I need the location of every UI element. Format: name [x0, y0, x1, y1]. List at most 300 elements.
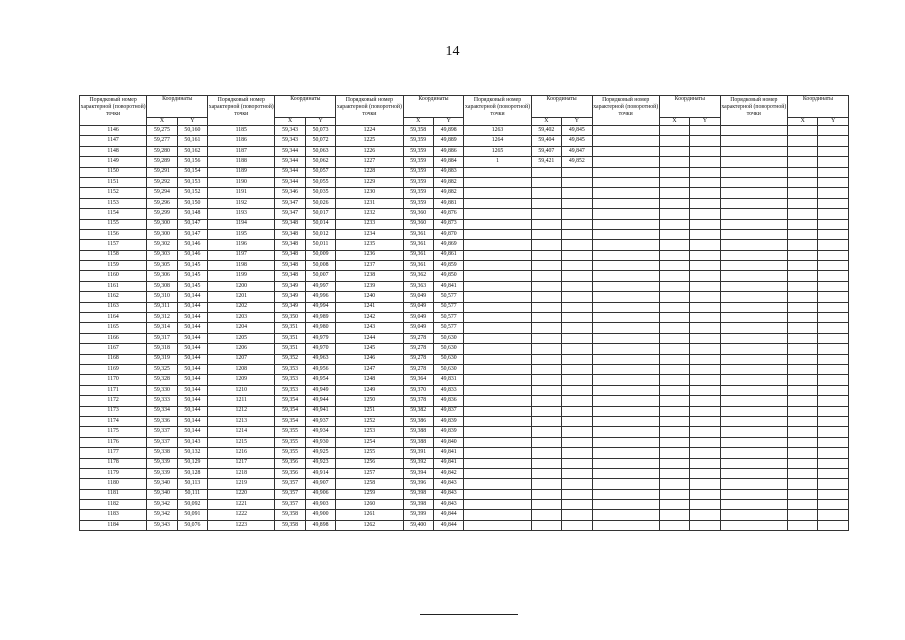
x-cell: [659, 416, 689, 426]
y-cell: [690, 437, 720, 447]
point-number-cell: [464, 333, 531, 343]
table-row: [80, 250, 849, 260]
point-number-cell: 1254: [336, 437, 403, 447]
coordinates-header: Координаты: [531, 96, 592, 118]
x-cell: 59,382: [403, 406, 433, 416]
point-number-cell: 1214: [208, 427, 275, 437]
x-cell: 59,344: [275, 157, 305, 167]
y-cell: [818, 157, 849, 167]
x-cell: 59,292: [147, 177, 177, 187]
point-number-cell: 1230: [336, 188, 403, 198]
x-cell: 59,388: [403, 437, 433, 447]
y-cell: 50,144: [177, 396, 207, 406]
y-cell: [562, 323, 592, 333]
y-cell: 49,852: [562, 157, 592, 167]
y-cell: [562, 219, 592, 229]
y-cell: 50,144: [177, 354, 207, 364]
point-number-cell: [592, 261, 659, 271]
point-number-cell: [592, 313, 659, 323]
point-number-cell: 1203: [208, 313, 275, 323]
x-cell: [659, 458, 689, 468]
point-number-cell: [592, 385, 659, 395]
y-cell: [690, 416, 720, 426]
y-cell: [690, 385, 720, 395]
y-cell: 50,144: [177, 292, 207, 302]
y-cell: [818, 385, 849, 395]
coordinates-table: [79, 95, 849, 531]
x-cell: 59,334: [147, 406, 177, 416]
y-cell: 49,907: [305, 479, 335, 489]
point-number-cell: 1151: [80, 177, 147, 187]
x-cell: [659, 229, 689, 239]
x-cell: 59,400: [403, 520, 433, 530]
point-number-cell: [592, 510, 659, 520]
point-number-cell: 1227: [336, 157, 403, 167]
y-cell: [690, 510, 720, 520]
y-cell: 50,113: [177, 479, 207, 489]
y-cell: 49,923: [305, 458, 335, 468]
point-number-cell: [720, 344, 787, 354]
point-number-cell: 1163: [80, 302, 147, 312]
x-cell: [787, 198, 817, 208]
point-number-cell: [464, 500, 531, 510]
table-row: [80, 126, 849, 136]
point-number-cell: 1255: [336, 448, 403, 458]
y-cell: [818, 198, 849, 208]
y-cell: [690, 520, 720, 530]
x-cell: 59,351: [275, 323, 305, 333]
table-row: [80, 427, 849, 437]
header-row-main: [80, 96, 849, 118]
point-number-cell: [592, 520, 659, 530]
y-cell: 49,979: [305, 333, 335, 343]
y-cell: [562, 500, 592, 510]
x-cell: 59,358: [275, 520, 305, 530]
point-number-cell: 1189: [208, 167, 275, 177]
x-cell: 59,407: [531, 146, 561, 156]
point-number-cell: 1236: [336, 250, 403, 260]
point-number-cell: 1259: [336, 489, 403, 499]
point-number-cell: [592, 323, 659, 333]
x-cell: [531, 313, 561, 323]
point-number-cell: 1216: [208, 448, 275, 458]
y-cell: 50,147: [177, 219, 207, 229]
y-cell: [690, 146, 720, 156]
x-cell: [787, 271, 817, 281]
point-number-cell: 1154: [80, 209, 147, 219]
y-cell: 49,898: [433, 126, 463, 136]
point-number-cell: 1222: [208, 510, 275, 520]
y-cell: [690, 427, 720, 437]
y-cell: [818, 364, 849, 374]
y-cell: 49,882: [433, 177, 463, 187]
y-cell: 50,161: [177, 136, 207, 146]
point-number-cell: [720, 333, 787, 343]
x-cell: 59,353: [275, 385, 305, 395]
point-number-header: Порядковый номер характерной (поворотной) точки: [336, 96, 403, 126]
point-number-cell: 1232: [336, 209, 403, 219]
point-number-cell: 1183: [80, 510, 147, 520]
y-cell: [818, 209, 849, 219]
y-cell: [690, 292, 720, 302]
x-cell: [531, 188, 561, 198]
y-cell: [562, 209, 592, 219]
point-number-cell: 1231: [336, 198, 403, 208]
point-number-cell: 1188: [208, 157, 275, 167]
point-number-cell: 1199: [208, 271, 275, 281]
point-number-cell: [592, 458, 659, 468]
x-cell: [531, 375, 561, 385]
point-number-cell: 1158: [80, 250, 147, 260]
point-number-cell: [720, 281, 787, 291]
x-cell: 59,306: [147, 271, 177, 281]
x-cell: 59,348: [275, 271, 305, 281]
x-cell: [531, 250, 561, 260]
y-cell: 50,055: [305, 177, 335, 187]
y-cell: 50,144: [177, 344, 207, 354]
x-cell: 59,361: [403, 240, 433, 250]
y-cell: 50,144: [177, 406, 207, 416]
y-cell: [690, 500, 720, 510]
y-cell: 50,009: [305, 250, 335, 260]
x-cell: 59,392: [403, 458, 433, 468]
x-cell: 59,310: [147, 292, 177, 302]
table-row: [80, 354, 849, 364]
point-number-cell: [464, 427, 531, 437]
x-cell: [787, 292, 817, 302]
x-cell: [659, 281, 689, 291]
y-cell: [818, 333, 849, 343]
x-cell: [787, 437, 817, 447]
point-number-cell: 1180: [80, 479, 147, 489]
y-cell: [562, 427, 592, 437]
point-number-cell: [720, 261, 787, 271]
x-cell: [659, 437, 689, 447]
y-cell: [818, 250, 849, 260]
x-cell: [531, 437, 561, 447]
point-number-cell: 1172: [80, 396, 147, 406]
x-cell: 59,318: [147, 344, 177, 354]
x-cell: [787, 448, 817, 458]
point-number-cell: 1258: [336, 479, 403, 489]
x-cell: 59,357: [275, 489, 305, 499]
point-number-cell: [720, 219, 787, 229]
table-row: [80, 188, 849, 198]
x-cell: [531, 385, 561, 395]
y-cell: [562, 385, 592, 395]
x-cell: 59,342: [147, 500, 177, 510]
x-cell: [659, 510, 689, 520]
y-cell: [818, 354, 849, 364]
y-cell: 49,934: [305, 427, 335, 437]
point-number-cell: [592, 177, 659, 187]
point-number-cell: 1212: [208, 406, 275, 416]
point-number-cell: [720, 250, 787, 260]
point-number-cell: [720, 489, 787, 499]
point-number-cell: [464, 406, 531, 416]
y-cell: 50,091: [177, 510, 207, 520]
x-cell: [659, 520, 689, 530]
point-number-cell: 1224: [336, 126, 403, 136]
y-cell: [818, 437, 849, 447]
y-cell: [690, 188, 720, 198]
point-number-cell: [720, 198, 787, 208]
y-cell: 50,630: [433, 354, 463, 364]
y-cell: 49,845: [562, 136, 592, 146]
point-number-cell: 1239: [336, 281, 403, 291]
x-cell: [787, 354, 817, 364]
point-number-cell: [720, 510, 787, 520]
point-number-cell: [720, 240, 787, 250]
point-number-cell: [720, 448, 787, 458]
point-number-header: Порядковый номер характерной (поворотной) точки: [80, 96, 147, 126]
x-cell: 59,340: [147, 479, 177, 489]
x-cell: 59,402: [531, 126, 561, 136]
point-number-cell: 1161: [80, 281, 147, 291]
x-cell: 59,291: [147, 167, 177, 177]
y-cell: [562, 188, 592, 198]
table-row: [80, 313, 849, 323]
x-cell: 59,278: [403, 354, 433, 364]
y-cell: [818, 229, 849, 239]
y-cell: 50,144: [177, 416, 207, 426]
y-cell: [818, 520, 849, 530]
x-cell: [531, 177, 561, 187]
x-cell: 59,337: [147, 437, 177, 447]
y-cell: 49,845: [562, 126, 592, 136]
point-number-header: Порядковый номер характерной (поворотной) точки: [592, 96, 659, 126]
x-cell: [659, 250, 689, 260]
x-cell: 59,343: [147, 520, 177, 530]
x-cell: [659, 364, 689, 374]
y-cell: [818, 406, 849, 416]
x-cell: [531, 302, 561, 312]
x-cell: [787, 219, 817, 229]
x-cell: 59,355: [275, 448, 305, 458]
x-cell: [659, 385, 689, 395]
point-number-cell: [464, 261, 531, 271]
point-number-cell: [720, 167, 787, 177]
y-cell: 49,970: [305, 344, 335, 354]
x-cell: [659, 261, 689, 271]
point-number-cell: [464, 344, 531, 354]
table-row: [80, 323, 849, 333]
x-cell: 59,349: [275, 292, 305, 302]
y-cell: 50,147: [177, 229, 207, 239]
x-cell: 59,359: [403, 167, 433, 177]
x-cell: 59,305: [147, 261, 177, 271]
y-cell: [562, 198, 592, 208]
x-cell: 59,342: [147, 510, 177, 520]
y-cell: 49,954: [305, 375, 335, 385]
y-cell: [562, 479, 592, 489]
x-cell: 59,344: [275, 146, 305, 156]
point-number-cell: 1178: [80, 458, 147, 468]
y-cell: [818, 427, 849, 437]
y-cell: 50,153: [177, 177, 207, 187]
x-cell: 59,353: [275, 364, 305, 374]
y-cell: [562, 302, 592, 312]
x-cell: [787, 396, 817, 406]
point-number-cell: [592, 437, 659, 447]
point-number-cell: 1219: [208, 479, 275, 489]
x-cell: 59,391: [403, 448, 433, 458]
point-number-cell: [720, 302, 787, 312]
point-number-cell: 1248: [336, 375, 403, 385]
point-number-cell: 1213: [208, 416, 275, 426]
y-cell: [562, 281, 592, 291]
point-number-cell: [464, 448, 531, 458]
point-number-cell: 1223: [208, 520, 275, 530]
point-number-cell: 1174: [80, 416, 147, 426]
y-cell: [690, 157, 720, 167]
point-number-cell: 1164: [80, 313, 147, 323]
y-cell: [818, 344, 849, 354]
coordinates-header: Координаты: [787, 96, 848, 118]
y-cell: [818, 292, 849, 302]
y-cell: [690, 489, 720, 499]
y-cell: 49,944: [305, 396, 335, 406]
y-cell: 49,949: [305, 385, 335, 395]
x-cell: 59,394: [403, 468, 433, 478]
point-number-cell: [592, 157, 659, 167]
x-cell: [787, 157, 817, 167]
x-cell: 59,303: [147, 250, 177, 260]
y-cell: 50,062: [305, 157, 335, 167]
point-number-cell: [464, 302, 531, 312]
x-cell: 59,359: [403, 198, 433, 208]
table-row: [80, 396, 849, 406]
point-number-cell: 1192: [208, 198, 275, 208]
y-cell: 49,881: [433, 198, 463, 208]
x-cell: 59,280: [147, 146, 177, 156]
x-cell: 59,398: [403, 500, 433, 510]
point-number-cell: 1217: [208, 458, 275, 468]
point-number-cell: [720, 385, 787, 395]
y-cell: [818, 240, 849, 250]
point-number-cell: 1197: [208, 250, 275, 260]
x-header: X: [147, 118, 177, 126]
point-number-cell: 1246: [336, 354, 403, 364]
point-number-cell: [592, 146, 659, 156]
point-number-cell: [592, 271, 659, 281]
y-cell: [690, 229, 720, 239]
table-row: [80, 271, 849, 281]
x-cell: 59,278: [403, 364, 433, 374]
x-cell: 59,361: [403, 229, 433, 239]
point-number-cell: 1265: [464, 146, 531, 156]
point-number-cell: [464, 240, 531, 250]
y-cell: [690, 479, 720, 489]
x-cell: 59,357: [275, 479, 305, 489]
point-number-cell: [592, 292, 659, 302]
point-number-cell: [592, 229, 659, 239]
table-row: [80, 437, 849, 447]
x-header: X: [659, 118, 689, 126]
y-cell: 49,840: [433, 437, 463, 447]
x-cell: 59,360: [403, 209, 433, 219]
point-number-cell: [720, 157, 787, 167]
x-cell: 59,340: [147, 489, 177, 499]
point-number-cell: 1242: [336, 313, 403, 323]
point-number-cell: 1201: [208, 292, 275, 302]
y-cell: 50,577: [433, 313, 463, 323]
point-number-cell: [464, 177, 531, 187]
y-cell: 49,839: [433, 416, 463, 426]
x-cell: 59,358: [403, 126, 433, 136]
point-number-cell: [464, 167, 531, 177]
y-cell: 50,145: [177, 261, 207, 271]
x-cell: [659, 354, 689, 364]
point-number-cell: 1179: [80, 468, 147, 478]
x-cell: [787, 167, 817, 177]
y-cell: [690, 177, 720, 187]
x-cell: [787, 126, 817, 136]
x-cell: 59,357: [275, 500, 305, 510]
y-cell: [690, 448, 720, 458]
x-cell: [659, 271, 689, 281]
y-cell: 49,914: [305, 468, 335, 478]
y-cell: [562, 177, 592, 187]
point-number-cell: 1169: [80, 364, 147, 374]
point-number-cell: [464, 219, 531, 229]
y-cell: [818, 188, 849, 198]
x-cell: [659, 448, 689, 458]
x-cell: [787, 479, 817, 489]
x-cell: 59,336: [147, 416, 177, 426]
point-number-cell: 1238: [336, 271, 403, 281]
x-cell: 59,339: [147, 468, 177, 478]
x-cell: [531, 489, 561, 499]
y-cell: 50,092: [177, 500, 207, 510]
x-cell: [531, 209, 561, 219]
point-number-cell: [592, 344, 659, 354]
y-cell: 50,154: [177, 167, 207, 177]
table-row: [80, 364, 849, 374]
point-number-cell: [592, 406, 659, 416]
point-number-cell: 1234: [336, 229, 403, 239]
point-number-cell: [592, 167, 659, 177]
y-cell: 50,073: [305, 126, 335, 136]
x-cell: [659, 479, 689, 489]
y-cell: [818, 313, 849, 323]
point-number-cell: 1209: [208, 375, 275, 385]
y-cell: [818, 458, 849, 468]
point-number-cell: 1229: [336, 177, 403, 187]
y-cell: [818, 219, 849, 229]
point-number-cell: 1205: [208, 333, 275, 343]
point-number-cell: [592, 250, 659, 260]
x-cell: [787, 136, 817, 146]
y-cell: [562, 406, 592, 416]
point-number-cell: [464, 510, 531, 520]
point-number-cell: [720, 126, 787, 136]
y-cell: 49,843: [433, 489, 463, 499]
x-cell: [659, 468, 689, 478]
table-row: [80, 416, 849, 426]
x-cell: [659, 240, 689, 250]
point-number-cell: 1184: [80, 520, 147, 530]
point-number-cell: [464, 229, 531, 239]
y-cell: 50,630: [433, 364, 463, 374]
x-cell: [531, 354, 561, 364]
x-cell: [531, 364, 561, 374]
point-number-cell: [464, 396, 531, 406]
x-cell: 59,354: [275, 396, 305, 406]
table-row: [80, 157, 849, 167]
x-cell: 59,350: [275, 313, 305, 323]
y-cell: [562, 261, 592, 271]
